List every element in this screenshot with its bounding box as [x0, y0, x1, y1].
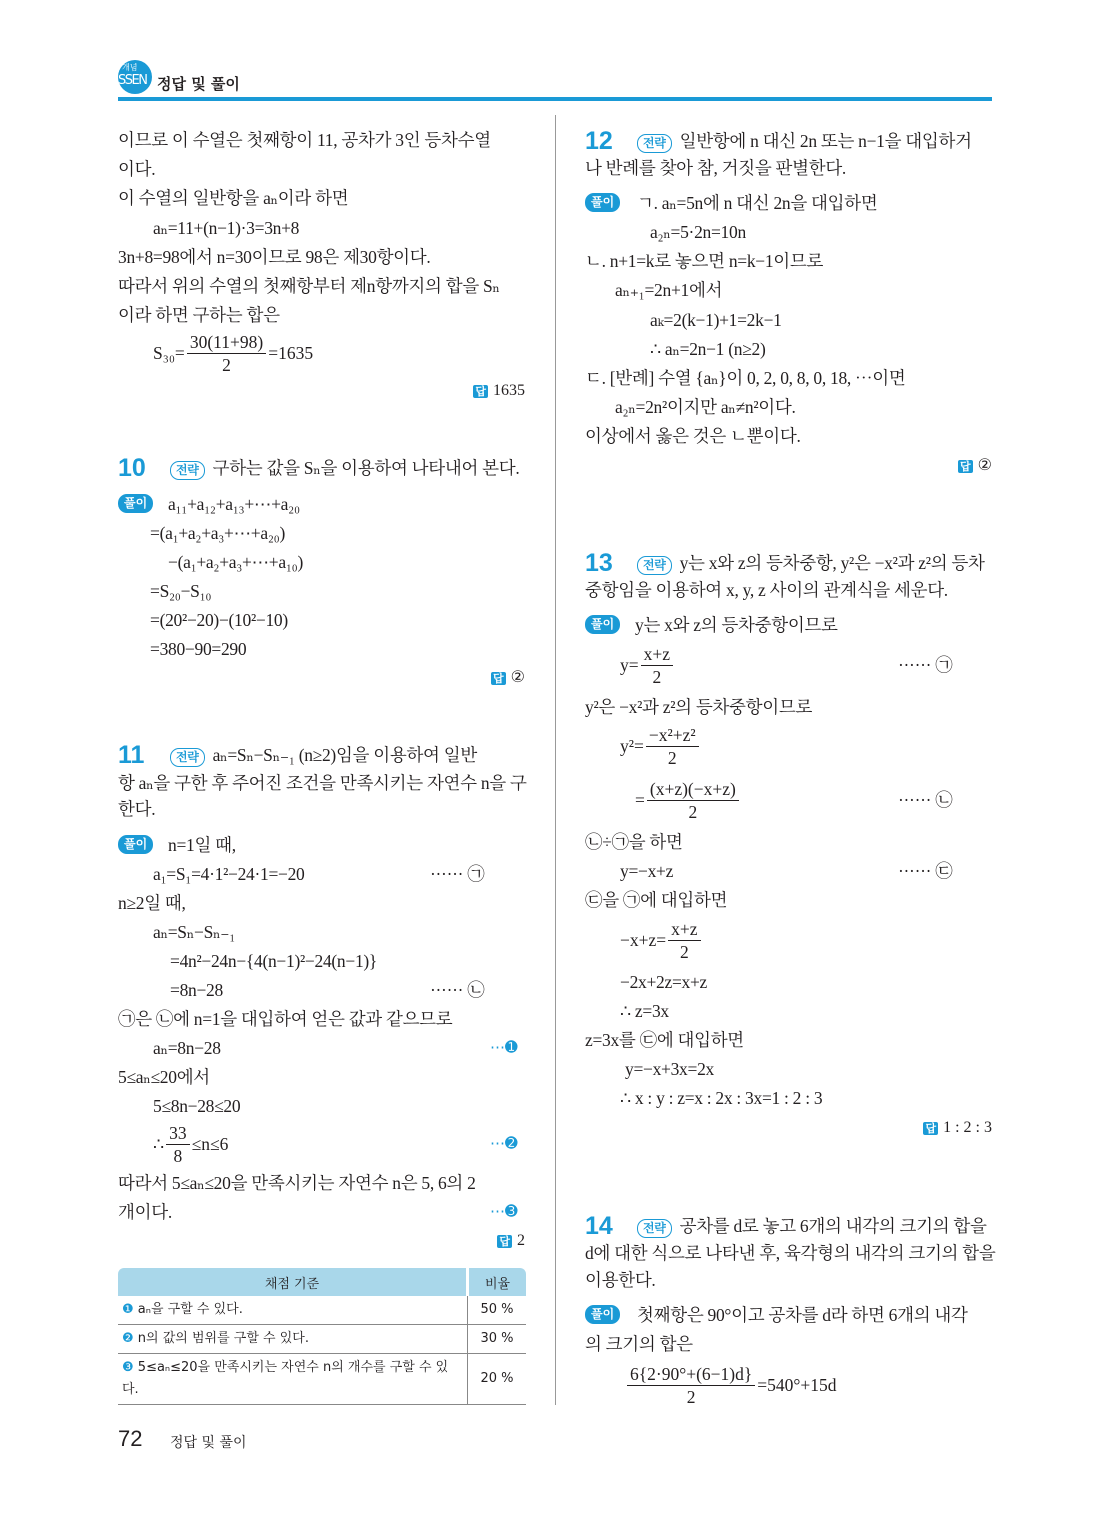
answer-value: ② — [510, 669, 525, 686]
text-line: 따라서 5≤aₙ≤20을 만족시키는 자연수 n은 5, 6의 2 — [118, 1173, 476, 1193]
table-row — [118, 1296, 526, 1325]
footer-title: 정답 및 풀이 — [170, 1435, 247, 1451]
text-line: ∴ z=3x — [620, 1001, 669, 1021]
scoring-table — [118, 1268, 526, 1405]
text-line: d에 대한 식으로 나타낸 후, 육각형의 내각의 크기의 합을 — [585, 1243, 996, 1263]
strategy-text: 구하는 값을 Sₙ을 이용하여 나타내어 본다. — [212, 458, 520, 478]
ratio-value: 20 % — [468, 1354, 527, 1405]
ratio-value: 50 % — [468, 1296, 527, 1325]
fraction-lhs: −x+z= — [620, 930, 667, 950]
problem-number: 12 — [585, 127, 613, 155]
strategy-text: aₙ=Sₙ−Sₙ₋₁ (n≥2)임을 이용하여 일반 — [212, 745, 477, 765]
text-line: y는 x와 z의 등차중항이므로 — [635, 615, 838, 635]
fraction-expression — [620, 918, 703, 963]
fraction-numerator: 33 — [166, 1122, 190, 1145]
strategy-line — [637, 551, 985, 575]
text-line: a₂ₙ=2n²이지만 aₙ≠n²이다. — [615, 397, 796, 417]
fraction — [627, 1363, 755, 1408]
strategy-line — [170, 743, 477, 767]
text-line: 항 aₙ을 구한 후 주어진 조건을 만족시키는 자연수 n을 구 — [118, 773, 527, 793]
solution-badge: 풀이 — [118, 835, 153, 854]
text-line: ㉡÷㉠을 하면 — [585, 832, 683, 852]
text-line: y=−x+z — [620, 861, 674, 881]
table-row — [118, 1354, 526, 1405]
strategy-badge: 전략 — [637, 1219, 672, 1238]
fraction-denominator: 2 — [688, 802, 698, 822]
text-line: ······ ㉠ — [898, 655, 953, 675]
problem-number: 11 — [118, 741, 145, 769]
text-line: =(a₁+a₂+a₃+⋯+a₂₀) — [150, 523, 285, 543]
fraction-denominator: 2 — [679, 942, 689, 962]
strategy-text: 일반항에 n 대신 2n 또는 n−1을 대입하거 — [679, 131, 972, 151]
answer-badge: 답 — [475, 385, 486, 398]
logo-bottom-text: SSEN — [118, 73, 147, 88]
text-line: aₙ=11+(n−1)·3=3n+8 — [153, 218, 300, 238]
text-line: 중항임을 이용하여 x, y, z 사이의 관계식을 세운다. — [585, 580, 948, 600]
text-line: ······ ㉡ — [898, 790, 953, 810]
text-line: aₙ₊₁=2n+1에서 — [615, 280, 723, 300]
fraction-rhs: =1635 — [268, 343, 314, 363]
text-line: ······ ㉠ — [430, 864, 485, 884]
fraction-denominator: 8 — [173, 1146, 183, 1166]
fraction-expression — [635, 778, 741, 823]
text-line: 이 수열의 일반항을 aₙ이라 하면 — [118, 188, 349, 208]
problem-number: 13 — [585, 549, 613, 577]
logo-top-text: 개념 — [122, 63, 138, 72]
text-line: z=3x를 ㉢에 대입하면 — [585, 1030, 744, 1050]
fraction-denominator: 2 — [652, 667, 662, 687]
text-line: −(a₁+a₂+a₃+⋯+a₁₀) — [168, 552, 303, 572]
fraction-numerator: x+z — [641, 643, 673, 666]
text-line: 이용한다. — [585, 1270, 656, 1290]
step-marker: ⋯➋ — [490, 1136, 518, 1152]
text-line: 따라서 위의 수열의 첫째항부터 제n항까지의 합을 Sₙ — [118, 276, 500, 296]
fraction-expression — [620, 643, 675, 688]
step-marker: ❸ — [122, 1360, 134, 1375]
text-line: 3n+8=98에서 n=30이므로 98은 제30항이다. — [118, 247, 431, 267]
problem-number: 14 — [585, 1212, 613, 1240]
text-line: 5≤8n−28≤20 — [153, 1096, 241, 1116]
fraction-numerator: 30(11+98) — [187, 331, 266, 354]
step-marker: ❷ — [122, 1331, 134, 1346]
text-line: ㉠은 ㉡에 n=1을 대입하여 얻은 값과 같으므로 — [118, 1009, 453, 1029]
fraction — [641, 643, 673, 688]
strategy-badge: 전략 — [637, 556, 672, 575]
text-line: 이므로 이 수열은 첫째항이 11, 공차가 3인 등차수열 — [118, 130, 491, 150]
strategy-text: y는 x와 z의 등차중항, y²은 −x²과 z²의 등차 — [679, 553, 985, 573]
fraction-lhs: ∴ — [153, 1134, 165, 1154]
fraction-rhs: ≤n≤6 — [191, 1134, 229, 1154]
text-line: =4n²−24n−{4(n−1)²−24(n−1)} — [170, 951, 378, 971]
text-line: =S₂₀−S₁₀ — [150, 581, 212, 601]
table-row — [118, 1325, 526, 1354]
strategy-text: 공차를 d로 놓고 6개의 내각의 크기의 합을 — [679, 1216, 987, 1236]
answer-value: 2 — [517, 1232, 525, 1249]
answer-line — [958, 454, 992, 479]
criteria-text: 5≤aₙ≤20을 만족시키는 자연수 n의 개수를 구할 수 있다. — [122, 1360, 449, 1397]
fraction-lhs: y= — [620, 655, 639, 675]
fraction-expression — [625, 1363, 837, 1408]
answer-value: 1635 — [493, 382, 525, 399]
scoring-header-ratio: 비율 — [468, 1268, 527, 1296]
text-line: −2x+2z=x+z — [620, 972, 708, 992]
text-line: a₁₁+a₁₂+a₁₃+⋯+a₂₀ — [168, 494, 300, 514]
fraction-denominator: 2 — [667, 748, 677, 768]
strategy-badge: 전략 — [170, 461, 205, 480]
text-line: 나 반례를 찾아 참, 거짓을 판별한다. — [585, 158, 846, 178]
text-line: n≥2일 때, — [118, 893, 186, 913]
answer-line — [473, 379, 525, 404]
text-line: ㄱ. aₙ=5n에 n 대신 2n을 대입하면 — [637, 193, 878, 213]
text-line: 이라 하면 구하는 합은 — [118, 305, 280, 325]
fraction-denominator: 2 — [686, 1387, 696, 1407]
ratio-value: 30 % — [468, 1325, 527, 1354]
text-line: aₙ=Sₙ−Sₙ₋₁ — [153, 922, 236, 942]
text-line: 한다. — [118, 799, 156, 819]
strategy-badge: 전략 — [637, 134, 672, 153]
fraction-numerator: −x²+z² — [646, 724, 699, 747]
text-line: aₙ=8n−28 — [153, 1038, 221, 1058]
fraction — [166, 1122, 190, 1167]
fraction-numerator: x+z — [668, 918, 700, 941]
header-title: 정답 및 풀이 — [157, 75, 240, 93]
text-line: ㉢을 ㉠에 대입하면 — [585, 890, 728, 910]
text-line: 첫째항은 90°이고 공차를 d라 하면 6개의 내각 — [637, 1305, 968, 1325]
text-line: ······ ㉡ — [430, 980, 485, 1000]
text-line: =(20²−20)−(10²−10) — [150, 610, 288, 630]
scoring-header-criteria: 채점 기준 — [118, 1268, 468, 1296]
text-line: 5≤aₙ≤20에서 — [118, 1067, 210, 1087]
fraction — [187, 331, 266, 376]
fraction — [646, 724, 699, 769]
answer-badge: 답 — [960, 460, 971, 473]
fraction-numerator: (x+z)(−x+z) — [647, 778, 739, 801]
answer-value: ② — [977, 457, 992, 474]
fraction-rhs: =540°+15d — [757, 1375, 837, 1395]
text-line: 의 크기의 합은 — [585, 1334, 693, 1354]
text-line: y=−x+3x=2x — [625, 1059, 714, 1079]
fraction-lhs: = — [635, 790, 645, 810]
answer-line — [497, 1229, 525, 1254]
solution-badge: 풀이 — [585, 193, 620, 212]
text-line: ∴ aₙ=2n−1 (n≥2) — [650, 339, 766, 359]
text-line: ∴ x : y : z=x : 2x : 3x=1 : 2 : 3 — [620, 1088, 823, 1108]
solution-badge: 풀이 — [118, 494, 153, 513]
strategy-line — [637, 129, 972, 153]
text-line: ㄷ. [반례] 수열 {aₙ}이 0, 2, 0, 8, 0, 18, ⋯이면 — [585, 368, 906, 388]
text-line: =380−90=290 — [150, 639, 247, 659]
step-marker: ⋯➊ — [490, 1040, 518, 1056]
problem-number: 10 — [118, 454, 146, 482]
text-line: =8n−28 — [170, 980, 223, 1000]
fraction-expression — [620, 724, 701, 769]
text-line: 이다. — [118, 159, 156, 179]
fraction-numerator: 6{2·90°+(6−1)d} — [627, 1363, 755, 1386]
text-line: 개이다. — [118, 1202, 172, 1222]
answer-badge: 답 — [493, 672, 504, 685]
brand-logo — [118, 60, 152, 94]
page-number: 72 — [118, 1426, 143, 1451]
header-rule — [118, 97, 992, 101]
fraction-lhs: y²= — [620, 736, 644, 756]
answer-badge: 답 — [499, 1235, 510, 1248]
strategy-line — [170, 456, 519, 480]
fraction-expression — [153, 331, 313, 376]
answer-badge: 답 — [925, 1122, 937, 1135]
answer-value: 1 : 2 : 3 — [943, 1119, 992, 1136]
fraction-denominator: 2 — [222, 355, 231, 375]
fraction-lhs: S₃₀= — [153, 343, 185, 363]
solution-badge: 풀이 — [585, 615, 620, 634]
text-line: ······ ㉢ — [898, 861, 953, 881]
strategy-badge: 전략 — [170, 748, 205, 767]
text-line: y²은 −x²과 z²의 등차중항이므로 — [585, 697, 813, 717]
step-marker: ❶ — [122, 1302, 134, 1317]
text-line: ㄴ. n+1=k로 놓으면 n=k−1이므로 — [585, 251, 824, 271]
text-line: a₁=S₁=4·1²−24·1=−20 — [153, 864, 305, 884]
answer-line — [923, 1116, 992, 1141]
text-line: n=1일 때, — [168, 835, 236, 855]
text-line: aₖ=2(k−1)+1=2k−1 — [650, 310, 782, 330]
criteria-text: aₙ을 구할 수 있다. — [137, 1302, 243, 1317]
fraction-expression — [153, 1122, 228, 1167]
strategy-line — [637, 1214, 987, 1238]
fraction — [668, 918, 700, 963]
text-line: 이상에서 옳은 것은 ㄴ뿐이다. — [585, 426, 801, 446]
criteria-text: n의 값의 범위를 구할 수 있다. — [137, 1331, 309, 1346]
answer-line — [491, 666, 525, 691]
column-divider — [555, 115, 556, 1405]
fraction — [647, 778, 739, 823]
solution-badge: 풀이 — [585, 1305, 620, 1324]
step-marker: ⋯➌ — [490, 1204, 518, 1220]
text-line: a₂ₙ=5·2n=10n — [650, 222, 746, 242]
